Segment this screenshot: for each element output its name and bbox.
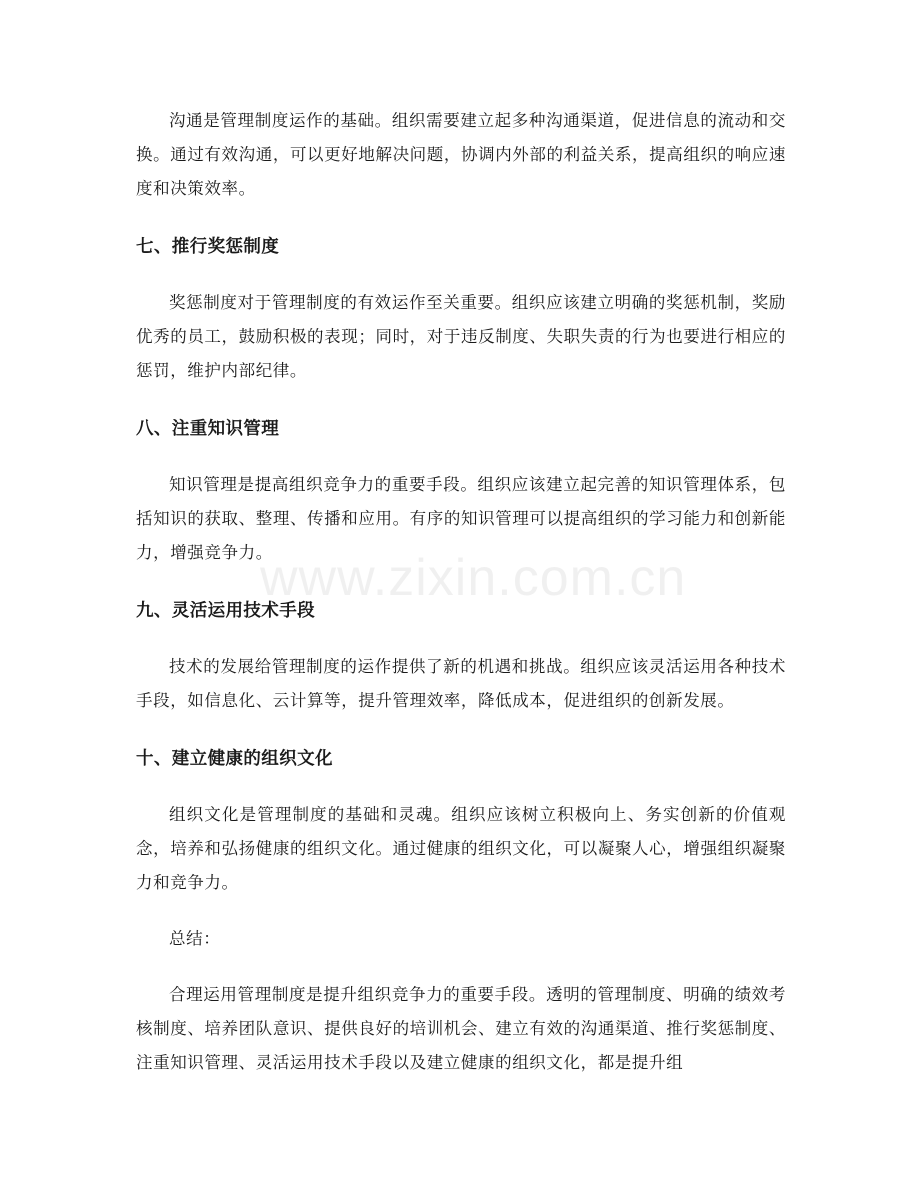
paragraph-section-8: 知识管理是提高组织竞争力的重要手段。组织应该建立起完善的知识管理体系，包括知识的获取、整理、传播和应用。有序的知识管理可以提高组织的学习能力和创新能力，增强竞争力。	[136, 475, 786, 562]
paragraph-summary: 合理运用管理制度是提升组织竞争力的重要手段。透明的管理制度、明确的绩效考核制度、培养团队意识、提供良好的培训机会、建立有效的沟通渠道、推行奖惩制度、注重知识管理、灵活运用技术手段以及建立健康的组织文化，都是提升组	[136, 985, 786, 1072]
paragraph-section-7: 奖惩制度对于管理制度的有效运作至关重要。组织应该建立明确的奖惩机制，奖励优秀的员工，鼓励积极的表现；同时，对于违反制度、失职失责的行为也要进行相应的惩罚，维护内部纪律。	[136, 293, 786, 380]
section-heading-10: 十、建立健康的组织文化	[136, 749, 333, 769]
paragraph-communication: 沟通是管理制度运作的基础。组织需要建立起多种沟通渠道，促进信息的流动和交换。通过有效沟通，可以更好地解决问题，协调内外部的利益关系，提高组织的响应速度和决策效率。	[136, 111, 786, 198]
document-body	[136, 104, 786, 1080]
section-heading-8: 八、注重知识管理	[136, 419, 280, 439]
paragraph-section-9: 技术的发展给管理制度的运作提供了新的机遇和挑战。组织应该灵活运用各种技术手段，如信息化、云计算等，提升管理效率，降低成本，促进组织的创新发展。	[136, 657, 786, 710]
section-heading-7: 七、推行奖惩制度	[136, 237, 280, 257]
section-heading-9: 九、灵活运用技术手段	[136, 601, 315, 621]
paragraph-section-10: 组织文化是管理制度的基础和灵魂。组织应该树立积极向上、务实创新的价值观念，培养和弘扬健康的组织文化。通过健康的组织文化，可以凝聚人心，增强组织凝聚力和竞争力。	[136, 805, 786, 892]
summary-label: 总结：	[169, 929, 221, 948]
watermark: www.zixin.com.cn	[260, 549, 687, 607]
